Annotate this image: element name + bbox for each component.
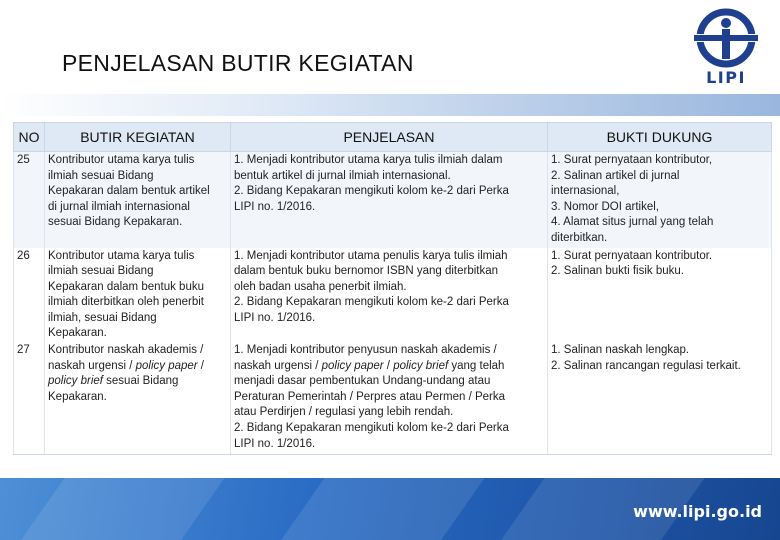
table-row <box>14 342 772 454</box>
page-title: PENJELASAN BUTIR KEGIATAN <box>62 50 414 76</box>
cell-line: menjadi dasar pembentukan Undang-undang atau <box>234 375 491 388</box>
lipi-logo <box>694 8 758 88</box>
cell-line: naskah urgensi / policy paper / policy brief yang telah <box>234 359 505 372</box>
cell-penjelasan <box>231 152 548 248</box>
cell-line: 1. Menjadi kontributor utama karya tulis ilmiah dalam <box>234 154 503 166</box>
lipi-emblem-icon <box>694 8 758 68</box>
footer-bar <box>0 478 780 540</box>
cell-line: 1. Menjadi kontributor utama penulis karya tulis ilmiah <box>234 249 508 262</box>
header-penjelasan: PENJELASAN <box>231 123 548 152</box>
cell-line: ilmiah, sesuai Bidang <box>48 311 157 324</box>
header-bukti-dukung: BUKTI DUKUNG <box>548 123 772 152</box>
cell-line: diterbitkan. <box>551 231 608 244</box>
cell-penjelasan <box>231 342 548 454</box>
cell-butir-kegiatan <box>45 342 231 454</box>
activity-table <box>13 122 772 455</box>
cell-line: atau Perdirjen / regulasi yang lebih rendah. <box>234 406 454 419</box>
table-header-row <box>14 123 772 152</box>
header-no: NO <box>14 123 45 152</box>
cell-no: 25 <box>14 152 45 248</box>
cell-bukti-dukung <box>548 342 772 454</box>
cell-line: 2. Bidang Kepakaran mengikuti kolom ke-2 dari Perka <box>234 422 509 435</box>
cell-line: Kepakaran. <box>48 390 107 403</box>
cell-line: LIPI no. 1/2016. <box>234 200 316 213</box>
cell-bukti-dukung <box>548 152 772 248</box>
cell-no: 27 <box>14 342 45 454</box>
cell-line: ilmiah sesuai Bidang <box>48 265 154 278</box>
cell-line: Kontributor utama karya tulis <box>48 154 195 166</box>
cell-line: di jurnal ilmiah internasional <box>48 200 190 213</box>
cell-line: 1. Surat pernyataan kontributor. <box>551 249 713 262</box>
cell-line: Kepakaran dalam bentuk buku <box>48 280 204 293</box>
cell-line: LIPI no. 1/2016. <box>234 437 316 450</box>
cell-bukti-dukung <box>548 248 772 343</box>
table-row <box>14 248 772 343</box>
logo-text: LIPI <box>706 68 746 87</box>
cell-line: 2. Salinan rancangan regulasi terkait. <box>551 359 741 372</box>
cell-line: 3. Nomor DOI artikel, <box>551 200 659 213</box>
cell-line: 2. Salinan artikel di jurnal <box>551 169 680 182</box>
cell-line: 4. Alamat situs jurnal yang telah <box>551 216 714 229</box>
cell-line: bentuk artikel di jurnal ilmiah internasional. <box>234 169 451 182</box>
cell-no: 26 <box>14 248 45 343</box>
cell-line: Kontributor naskah akademis / <box>48 344 204 357</box>
cell-line: ilmiah sesuai Bidang <box>48 169 154 182</box>
cell-penjelasan <box>231 248 548 343</box>
cell-line: ilmiah diterbitkan oleh penerbit <box>48 296 204 309</box>
cell-line: Kepakaran. <box>48 327 107 340</box>
cell-line: 1. Menjadi kontributor penyusun naskah akademis / <box>234 344 497 357</box>
cell-line: Kontributor utama karya tulis <box>48 249 195 262</box>
cell-line: sesuai Bidang Kepakaran. <box>48 216 183 229</box>
cell-line: 2. Salinan bukti fisik buku. <box>551 265 684 278</box>
footer-url[interactable]: www.lipi.go.id <box>633 502 762 521</box>
cell-line: naskah urgensi / policy paper / <box>48 359 204 372</box>
cell-line: Peraturan Pemerintah / Perpres atau Permen / Perka <box>234 390 506 403</box>
cell-butir-kegiatan <box>45 248 231 343</box>
cell-line: 1. Surat pernyataan kontributor, <box>551 154 713 166</box>
cell-line: Kepakaran dalam bentuk artikel <box>48 185 210 198</box>
cell-butir-kegiatan <box>45 152 231 248</box>
header-butir-kegiatan: BUTIR KEGIATAN <box>45 123 231 152</box>
cell-line: LIPI no. 1/2016. <box>234 311 316 324</box>
cell-line: 2. Bidang Kepakaran mengikuti kolom ke-2 dari Perka <box>234 185 509 198</box>
cell-line: 2. Bidang Kepakaran mengikuti kolom ke-2 dari Perka <box>234 296 509 309</box>
cell-line: policy brief sesuai Bidang <box>48 375 179 388</box>
header-band <box>0 94 780 116</box>
cell-line: oleh badan usaha penerbit ilmiah. <box>234 280 407 293</box>
cell-line: dalam bentuk buku bernomor ISBN yang diterbitkan <box>234 265 499 278</box>
cell-line: 1. Salinan naskah lengkap. <box>551 344 690 357</box>
table-row <box>14 152 772 248</box>
cell-line: internasional, <box>551 185 620 198</box>
